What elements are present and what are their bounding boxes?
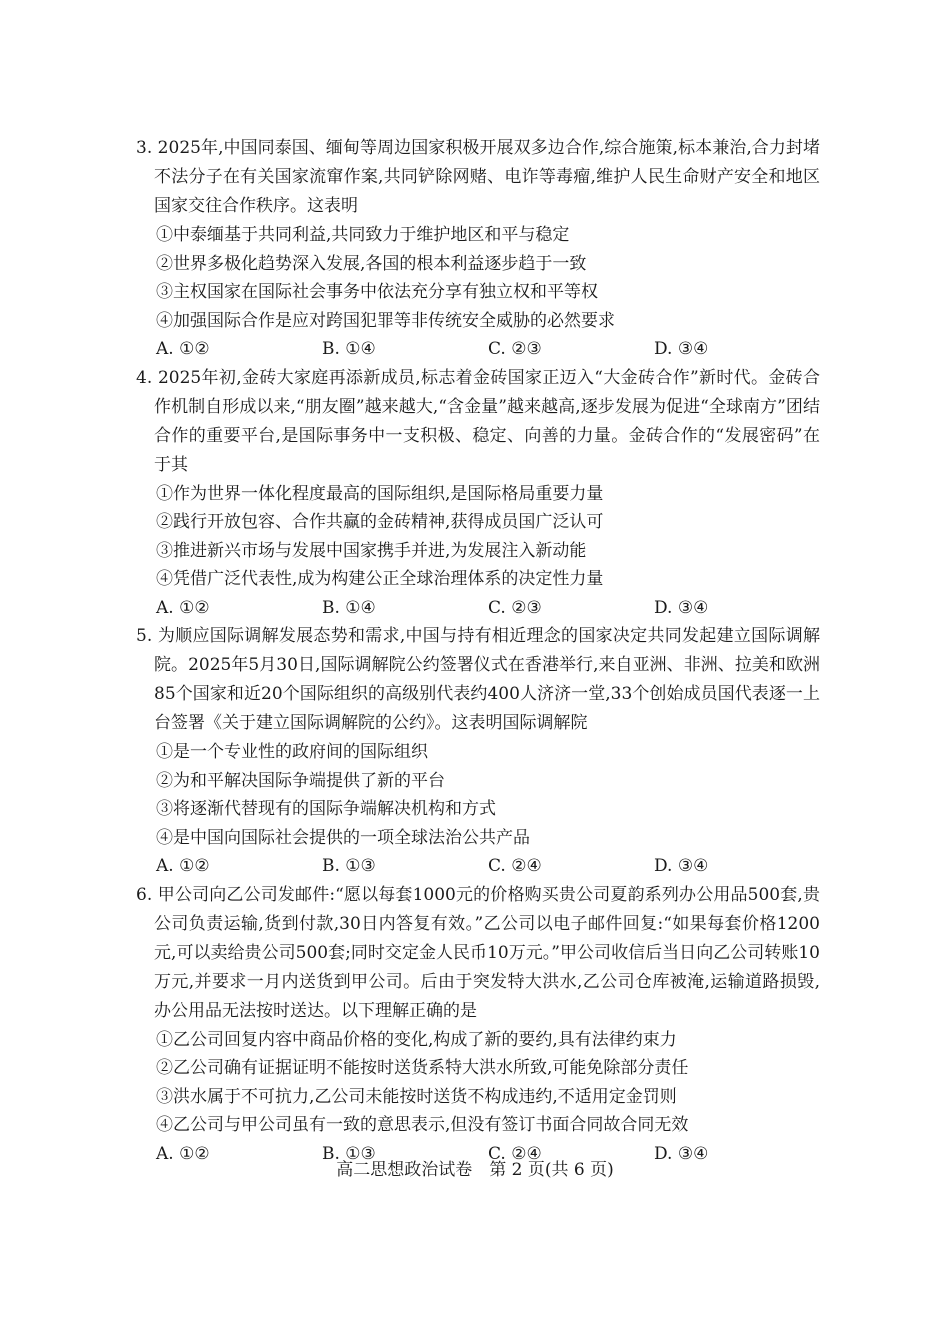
choice-b: B. ①③: [322, 1143, 376, 1164]
statement-2: ②践行开放包容、合作共赢的金砖精神,获得成员国广泛认可: [156, 512, 604, 532]
choice-d: D. ③④: [654, 597, 709, 618]
choice-d: D. ③④: [654, 856, 709, 876]
choice-c: C. ②④: [488, 856, 542, 876]
choice-b: B. ①④: [322, 597, 376, 618]
answer-choices: [136, 335, 820, 364]
statement-2: ②世界多极化趋势深入发展,各国的根本利益逐步趋于一致: [156, 253, 587, 274]
answer-choices: [136, 852, 820, 881]
statement-1: ①是一个专业性的政府间的国际组织: [156, 742, 428, 762]
choice-a: A. ①②: [156, 1143, 210, 1164]
question-stem: 4. 2025年初,金砖大家庭再添新成员,标志着金砖国家正迈入“大金砖合作”新时代。金砖合作机制自形成以来,“朋友圈”越来越大,“含金量”越来越高,逐步发展为促进“全球南方”团结合作的重要平台,是国际事务中一支积极、稳定、向善的力量。金砖合作的“发展密码”在于其: [136, 367, 820, 475]
question-5: [136, 622, 820, 881]
question-4: [136, 364, 820, 623]
question-6: [136, 881, 820, 1169]
choice-a: A. ①②: [156, 339, 210, 359]
choice-d: D. ③④: [654, 339, 709, 359]
statement-4: ④乙公司与甲公司虽有一致的意思表示,但没有签订书面合同故合同无效: [156, 1115, 689, 1135]
question-list: [136, 134, 820, 1168]
answer-choices: [136, 594, 820, 623]
statement-3: ③推进新兴市场与发展中国家携手并进,为发展注入新动能: [156, 540, 587, 561]
choice-c: C. ②③: [488, 597, 542, 618]
statement-4: ④是中国向国际社会提供的一项全球法治公共产品: [156, 827, 530, 848]
question-stem: 3. 2025年,中国同泰国、缅甸等周边国家积极开展双多边合作,综合施策,标本兼治,合力封堵不法分子在有关国家流窜作案,共同铲除网赌、电诈等毒瘤,维护人民生命财产安全和地区国家交往合作秩序。这表明: [136, 138, 820, 216]
choice-d: D. ③④: [654, 1143, 709, 1164]
choice-b: B. ①④: [322, 339, 376, 359]
choice-c: C. ②③: [488, 339, 542, 359]
choice-a: A. ①②: [156, 856, 210, 876]
statement-3: ③洪水属于不可抗力,乙公司未能按时送货不构成违约,不适用定金罚则: [156, 1086, 677, 1107]
question-stem: 6. 甲公司向乙公司发邮件:“愿以每套1000元的价格购买贵公司夏韵系列办公用品500套,贵公司负责运输,货到付款,30日内答复有效。”乙公司以电子邮件回复:“如果每套价格1200元,可以卖给贵公司500套;同时交定金人民币10万元。”甲公司收信后当日向乙公司转账10万元,并要求一月内送货到甲公司。后由于突发特大洪水,乙公司仓库被淹,运输道路损毁,办公用品无法按时送达。以下理解正确的是: [136, 884, 820, 1021]
statement-4: ④凭借广泛代表性,成为构建公正全球治理体系的决定性力量: [156, 569, 604, 589]
question-stem: 5. 为顺应国际调解发展态势和需求,中国与持有相近理念的国家决定共同发起建立国际调解院。2025年5月30日,国际调解院公约签署仪式在香港举行,来自亚洲、非洲、拉美和欧洲85个国家和近20个国际组织的高级别代表约400人济济一堂,33个创始成员国代表逐一上台签署《关于建立国际调解院的公约》。这表明国际调解院: [136, 626, 820, 733]
statement-1: ①中泰缅基于共同利益,共同致力于维护地区和平与稳定: [156, 225, 570, 245]
statement-1: ①乙公司回复内容中商品价格的变化,构成了新的要约,具有法律约束力: [156, 1029, 677, 1050]
statement-3: ③将逐渐代替现有的国际争端解决机构和方式: [156, 799, 496, 819]
choice-a: A. ①②: [156, 597, 210, 618]
question-3: [136, 134, 820, 364]
statement-2: ②乙公司确有证据证明不能按时送货系特大洪水所致,可能免除部分责任: [156, 1058, 689, 1078]
choice-c: C. ②④: [488, 1143, 542, 1164]
statement-3: ③主权国家在国际社会事务中依法充分享有独立权和平等权: [156, 282, 598, 302]
statement-1: ①作为世界一体化程度最高的国际组织,是国际格局重要力量: [156, 483, 604, 504]
statement-4: ④加强国际合作是应对跨国犯罪等非传统安全威胁的必然要求: [156, 310, 615, 331]
statement-2: ②为和平解决国际争端提供了新的平台: [156, 770, 445, 791]
page-footer: 高二思想政治试卷 第 2 页(共 6 页): [336, 1160, 614, 1180]
choice-b: B. ①③: [322, 856, 376, 876]
